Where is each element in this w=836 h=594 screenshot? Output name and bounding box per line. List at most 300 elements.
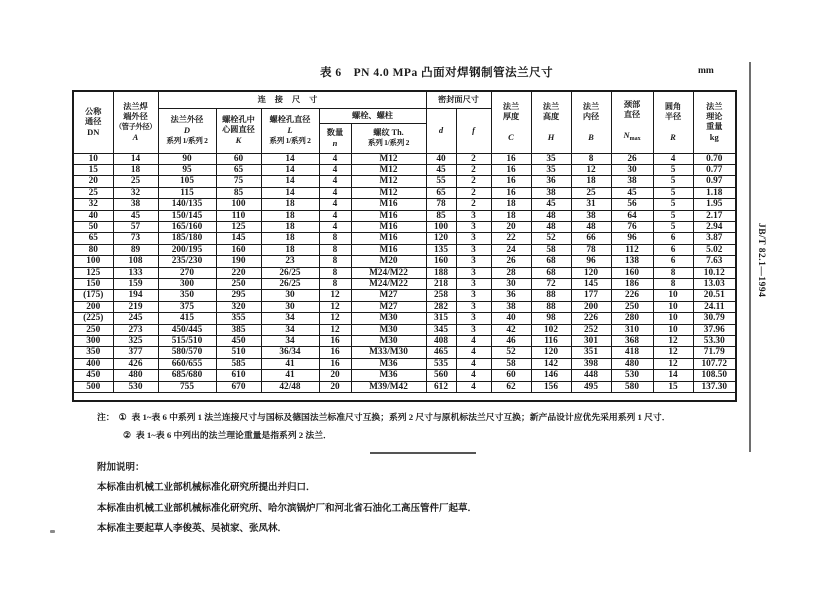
unit-label: mm (698, 66, 714, 76)
table-cell: 408 (426, 336, 456, 347)
table-cell: 112 (611, 244, 653, 255)
table-cell: 3.87 (693, 233, 736, 244)
table-cell: 2.94 (693, 221, 736, 232)
table-cell: 32 (113, 187, 158, 198)
table-cell: M20 (351, 256, 426, 267)
table-cell: 16 (491, 153, 531, 164)
table-cell: 4 (319, 187, 351, 198)
table-cell: 20.51 (693, 290, 736, 301)
table-cell: 320 (216, 301, 261, 312)
table-cell: 30 (261, 301, 319, 312)
table-cell: 610 (216, 370, 261, 381)
table-row (73, 313, 736, 324)
table-cell: 145 (216, 233, 261, 244)
table-cell: M27 (351, 301, 426, 312)
col-header-seal-f (456, 108, 491, 153)
table-caption-row (0, 64, 836, 80)
table-cell: 115 (158, 187, 216, 198)
table-cell: 2 (456, 187, 491, 198)
table-cell: 12 (653, 336, 693, 347)
table-cell: 226 (611, 290, 653, 301)
table-cell: 140/135 (158, 199, 216, 210)
header-line: 数量 (326, 127, 344, 137)
table-cell: 3 (456, 290, 491, 301)
table-cell: 535 (426, 358, 456, 369)
table-cell: 48 (531, 221, 571, 232)
col-header-weld-end-od (113, 91, 158, 153)
note-marker-1: ① (118, 412, 127, 422)
table-cell: 18 (571, 176, 611, 187)
table-cell: M30 (351, 324, 426, 335)
header-symbol-a: A (132, 131, 139, 142)
col-header-thickness (491, 91, 531, 153)
flange-dimension-table (72, 90, 737, 402)
table-cell: 41 (261, 358, 319, 369)
table-cell: 24.11 (693, 301, 736, 312)
header-symbol-r: R (670, 131, 676, 142)
table-cell: M36 (351, 370, 426, 381)
table-cell: 245 (113, 313, 158, 324)
table-bottom-padding (73, 393, 736, 402)
table-cell: M16 (351, 233, 426, 244)
table-cell: 35 (531, 164, 571, 175)
col-header-flange-od (158, 108, 216, 153)
table-cell: 25 (571, 187, 611, 198)
table-cell: 13.03 (693, 278, 736, 289)
table-cell: 14 (261, 187, 319, 198)
col-header-thread (351, 123, 426, 153)
table-cell: 220 (216, 267, 261, 278)
header-symbol-h: H (547, 131, 555, 142)
table-cell: 194 (113, 290, 158, 301)
table-cell: 45 (611, 187, 653, 198)
table-cell: 4 (319, 164, 351, 175)
header-line: 重量 (706, 121, 723, 131)
table-cell: 480 (611, 358, 653, 369)
table-cell: 96 (611, 233, 653, 244)
table-cell: 18 (491, 199, 531, 210)
table-cell: 45 (426, 164, 456, 175)
scan-artifact (50, 530, 55, 533)
table-cell: 612 (426, 381, 456, 392)
table-cell: 40 (73, 210, 113, 221)
table-cell: 20 (73, 176, 113, 187)
table-row (73, 153, 736, 164)
note-2 (123, 426, 757, 444)
table-cell: 218 (426, 278, 456, 289)
table-cell: 580/570 (158, 347, 216, 358)
header-line: 法兰焊 (123, 101, 148, 111)
table-cell: 38 (611, 176, 653, 187)
table-cell: 48 (571, 221, 611, 232)
table-cell: 14 (653, 370, 693, 381)
table-cell: 188 (426, 267, 456, 278)
table-cell: 16 (491, 187, 531, 198)
col-header-bolt-quantity (319, 123, 351, 153)
table-cell: 5 (653, 199, 693, 210)
col-header-dn (73, 91, 113, 153)
table-cell: 415 (158, 313, 216, 324)
table-cell: 4 (456, 347, 491, 358)
table-cell: 145 (571, 278, 611, 289)
table-cell: 2 (456, 153, 491, 164)
table-cell: 4 (319, 210, 351, 221)
table-cell: M12 (351, 164, 426, 175)
table-cell: 5 (653, 210, 693, 221)
table-cell: (175) (73, 290, 113, 301)
table-cell: 108.50 (693, 370, 736, 381)
table-body (73, 153, 736, 401)
table-cell: 160 (216, 244, 261, 255)
table-cell: 26/25 (261, 278, 319, 289)
table-cell: 8 (319, 256, 351, 267)
table-cell: 10 (653, 301, 693, 312)
table-cell: 107.72 (693, 358, 736, 369)
table-cell: 64 (611, 210, 653, 221)
table-cell: 282 (426, 301, 456, 312)
table-cell: 102 (531, 324, 571, 335)
table-cell: 16 (319, 347, 351, 358)
table-cell: 36 (531, 176, 571, 187)
table-cell: 660/655 (158, 358, 216, 369)
table-cell: 96 (571, 256, 611, 267)
table-cell: 3 (456, 256, 491, 267)
header-line: 法兰 (502, 101, 520, 111)
remarks-line-1: 本标准由机械工业部机械标准化研究所提出并归口． (97, 483, 316, 494)
table-cell: 60 (216, 153, 261, 164)
table-cell: 38 (571, 210, 611, 221)
header-line: 半径 (664, 111, 682, 121)
header-line: 系列 1/系列 2 (166, 136, 208, 145)
header-line: 法兰外径 (170, 115, 204, 124)
table-cell: 42 (491, 324, 531, 335)
table-cell: 400 (73, 358, 113, 369)
header-line: 厚度 (502, 111, 520, 121)
table-cell: 23 (261, 256, 319, 267)
table-cell: 56 (611, 199, 653, 210)
table-cell: 515/510 (158, 336, 216, 347)
table-cell: 53.30 (693, 336, 736, 347)
table-cell: 1.18 (693, 187, 736, 198)
table-cell: 5.02 (693, 244, 736, 255)
col-header-fillet-radius (653, 91, 693, 153)
table-cell: M39/M42 (351, 381, 426, 392)
header-line: 公称 (85, 106, 102, 116)
table-cell: 18 (261, 233, 319, 244)
table-cell: 377 (113, 347, 158, 358)
table-cell: M16 (351, 221, 426, 232)
table-cell: 16 (491, 176, 531, 187)
table-cell: 465 (426, 347, 456, 358)
table-cell: 10 (653, 290, 693, 301)
table-cell: M12 (351, 187, 426, 198)
table-cell: 65 (73, 233, 113, 244)
table-cell: 385 (216, 324, 261, 335)
table-cell: 30.79 (693, 313, 736, 324)
table-cell: 14 (113, 153, 158, 164)
table-cell: 146 (531, 370, 571, 381)
table-cell: 40 (426, 153, 456, 164)
table-cell: 3 (456, 267, 491, 278)
table-cell: 150/145 (158, 210, 216, 221)
header-symbol-l: L (287, 125, 293, 135)
table-row (73, 290, 736, 301)
table-cell: 250 (73, 324, 113, 335)
table-cell: 301 (571, 336, 611, 347)
table-row (73, 210, 736, 221)
header-line: 颈部 (623, 100, 641, 110)
header-line: 螺栓孔直径 (269, 115, 311, 124)
header-line: 心圆直径 (222, 125, 255, 134)
table-cell: 16 (319, 336, 351, 347)
table-cell: 4 (456, 336, 491, 347)
group-header-bolts-studs: 螺栓、螺柱 (319, 108, 426, 123)
table-cell: 18 (491, 210, 531, 221)
notes-label: 注： (97, 412, 115, 422)
table-cell: 685/680 (158, 370, 216, 381)
header-line: 螺栓孔中 (222, 115, 255, 124)
additional-remarks (97, 458, 477, 539)
table-cell: (225) (73, 313, 113, 324)
table-cell: 1.95 (693, 199, 736, 210)
table-row (73, 187, 736, 198)
table-row (73, 347, 736, 358)
table-cell: 250 (611, 301, 653, 312)
table-cell: 350 (158, 290, 216, 301)
header-line: 直径 (623, 110, 641, 120)
header-line: 圆角 (664, 101, 682, 111)
table-cell: 2 (456, 164, 491, 175)
table-row (73, 233, 736, 244)
table-cell: 68 (531, 267, 571, 278)
header-line: 法兰 (582, 101, 600, 111)
table-cell: 88 (531, 301, 571, 312)
table-cell: 8 (319, 233, 351, 244)
table-cell: 3 (456, 301, 491, 312)
table-cell: 52 (531, 233, 571, 244)
table-cell: 7.63 (693, 256, 736, 267)
table-cell: 22 (491, 233, 531, 244)
table-cell: 280 (611, 313, 653, 324)
table-row (73, 301, 736, 312)
table-cell: 0.97 (693, 176, 736, 187)
table-cell: 35 (531, 153, 571, 164)
table-cell: 8 (653, 267, 693, 278)
table-cell: 55 (426, 176, 456, 187)
table-cell: 38 (531, 187, 571, 198)
remarks-line-2: 本标准由机械工业部机械标准化研究所、哈尔滨锅炉厂和河北省石油化工高压管件厂起草． (97, 503, 478, 514)
table-cell: 315 (426, 313, 456, 324)
col-header-neck-diameter (611, 91, 653, 153)
table-cell: 0.70 (693, 153, 736, 164)
table-cell: 177 (571, 290, 611, 301)
table-cell: 30 (611, 164, 653, 175)
table-cell: 34 (261, 324, 319, 335)
table-cell: 18 (261, 244, 319, 255)
table-cell: 48 (531, 210, 571, 221)
table-cell: 8 (319, 278, 351, 289)
table-cell: 12 (319, 301, 351, 312)
table-cell: 68 (531, 256, 571, 267)
note-marker-2: ② (123, 430, 131, 440)
header-line: DN (87, 126, 100, 137)
table-cell: 100 (216, 199, 261, 210)
table-cell: 6 (653, 256, 693, 267)
table-cell: 12 (653, 347, 693, 358)
table-cell: 250 (216, 278, 261, 289)
table-cell: 12 (653, 358, 693, 369)
table-cell: 36 (491, 290, 531, 301)
table-cell: 368 (611, 336, 653, 347)
table-cell: 20 (319, 370, 351, 381)
table-cell: 24 (491, 244, 531, 255)
table-cell: 4 (319, 176, 351, 187)
table-cell: 4 (319, 153, 351, 164)
table-row (73, 199, 736, 210)
table-cell: 36/34 (261, 347, 319, 358)
table-cell: 46 (491, 336, 531, 347)
table-cell: 351 (571, 347, 611, 358)
table-cell: 150 (73, 278, 113, 289)
header-symbol-b: B (588, 131, 594, 142)
table-cell: 450 (216, 336, 261, 347)
table-cell: 85 (426, 210, 456, 221)
table-row (73, 278, 736, 289)
table-header (73, 91, 736, 153)
table-cell: 76 (611, 221, 653, 232)
table-cell: 252 (571, 324, 611, 335)
table-cell: 160 (611, 267, 653, 278)
table-row (73, 164, 736, 175)
table-cell: 398 (571, 358, 611, 369)
col-header-bolt-hole-diameter (261, 108, 319, 153)
col-header-height (531, 91, 571, 153)
table-cell: 25 (113, 176, 158, 187)
table-cell: 156 (531, 381, 571, 392)
table-cell: 560 (426, 370, 456, 381)
table-cell: 3 (456, 221, 491, 232)
header-line: 法兰 (706, 101, 723, 111)
table-cell: 62 (491, 381, 531, 392)
table-cell: 4 (653, 153, 693, 164)
table-cell: 480 (113, 370, 158, 381)
table-cell: 26/25 (261, 267, 319, 278)
table-cell: 105 (158, 176, 216, 187)
group-header-sealing-face: 密封面尺寸 (426, 91, 491, 108)
table-cell: 10 (653, 324, 693, 335)
table-cell: 3 (456, 233, 491, 244)
table-cell: 34 (261, 313, 319, 324)
table-cell: 3 (456, 278, 491, 289)
table-cell: 100 (73, 256, 113, 267)
table-cell: 200 (571, 301, 611, 312)
table-cell: 85 (216, 187, 261, 198)
table-cell: 190 (216, 256, 261, 267)
table-cell: M30 (351, 313, 426, 324)
table-cell: 89 (113, 244, 158, 255)
table-cell: 52 (491, 347, 531, 358)
header-line: 内径 (582, 111, 600, 121)
table-cell: 300 (73, 336, 113, 347)
table-row (73, 381, 736, 392)
table-cell: 258 (426, 290, 456, 301)
table-cell: 34 (261, 336, 319, 347)
table-cell: 418 (611, 347, 653, 358)
table-notes (97, 408, 757, 444)
table-cell: 226 (571, 313, 611, 324)
table-cell: 98 (531, 313, 571, 324)
table-cell: 5 (653, 221, 693, 232)
table-cell: 325 (113, 336, 158, 347)
table-cell: 219 (113, 301, 158, 312)
end-of-table-divider (370, 452, 476, 454)
header-line: 法兰 (542, 101, 560, 111)
table-cell: 78 (571, 244, 611, 255)
table-cell: 4 (319, 199, 351, 210)
table-cell: 95 (158, 164, 216, 175)
table-cell: M33/M30 (351, 347, 426, 358)
header-line: 系列 1/系列 2 (269, 136, 311, 145)
table-cell: 4 (456, 381, 491, 392)
table-cell: 159 (113, 278, 158, 289)
note-text-1: 表 1~表 6 中系列 1 法兰连接尺寸与国标及德国法兰标准尺寸互换；系列 2 尺寸与原机标法兰尺寸互换；新产品设计应优先采用系列 1 尺寸． (131, 412, 671, 422)
header-line: 端外径 (123, 111, 148, 121)
table-cell: 45 (531, 199, 571, 210)
header-symbol-d-out: D (183, 125, 191, 135)
table-cell: 15 (73, 164, 113, 175)
table-cell: 2.17 (693, 210, 736, 221)
table-cell: 50 (73, 221, 113, 232)
table-cell: 10.12 (693, 267, 736, 278)
table-cell: 4 (319, 221, 351, 232)
table-cell: 14 (261, 164, 319, 175)
table-cell: 200 (73, 301, 113, 312)
table-cell: 125 (216, 221, 261, 232)
table-cell: 426 (113, 358, 158, 369)
table-cell: 65 (216, 164, 261, 175)
table-cell: 14 (261, 176, 319, 187)
table-cell: 273 (113, 324, 158, 335)
table-cell: 73 (113, 233, 158, 244)
table-cell: 18 (113, 164, 158, 175)
table-cell: 4 (456, 370, 491, 381)
table-cell: 142 (531, 358, 571, 369)
table-cell: 6 (653, 244, 693, 255)
table-row (73, 324, 736, 335)
table-cell: 138 (611, 256, 653, 267)
table-cell: 350 (73, 347, 113, 358)
table-cell: 5 (653, 164, 693, 175)
table-cell: 40 (491, 313, 531, 324)
table-cell: 120 (571, 267, 611, 278)
note-text-2: 表 1~表 6 中列出的法兰理论重量是指系列 2 法兰． (135, 430, 332, 440)
table-title: 表 6 PN 4.0 MPa 凸面对焊钢制管法兰尺寸 (320, 67, 554, 79)
table-cell: 80 (73, 244, 113, 255)
table-cell: 57 (113, 221, 158, 232)
table-cell: 585 (216, 358, 261, 369)
table-cell: 18 (261, 210, 319, 221)
header-line: 系列 1/系列 2 (367, 138, 410, 147)
table-cell: 26 (611, 153, 653, 164)
table-cell: 72 (531, 278, 571, 289)
header-line: kg (709, 131, 719, 142)
table-cell: 670 (216, 381, 261, 392)
header-line: 螺纹 Th. (373, 128, 404, 137)
table-cell: 110 (216, 210, 261, 221)
table-cell: 235/230 (158, 256, 216, 267)
table-cell: 18 (261, 221, 319, 232)
table-cell: 185/180 (158, 233, 216, 244)
